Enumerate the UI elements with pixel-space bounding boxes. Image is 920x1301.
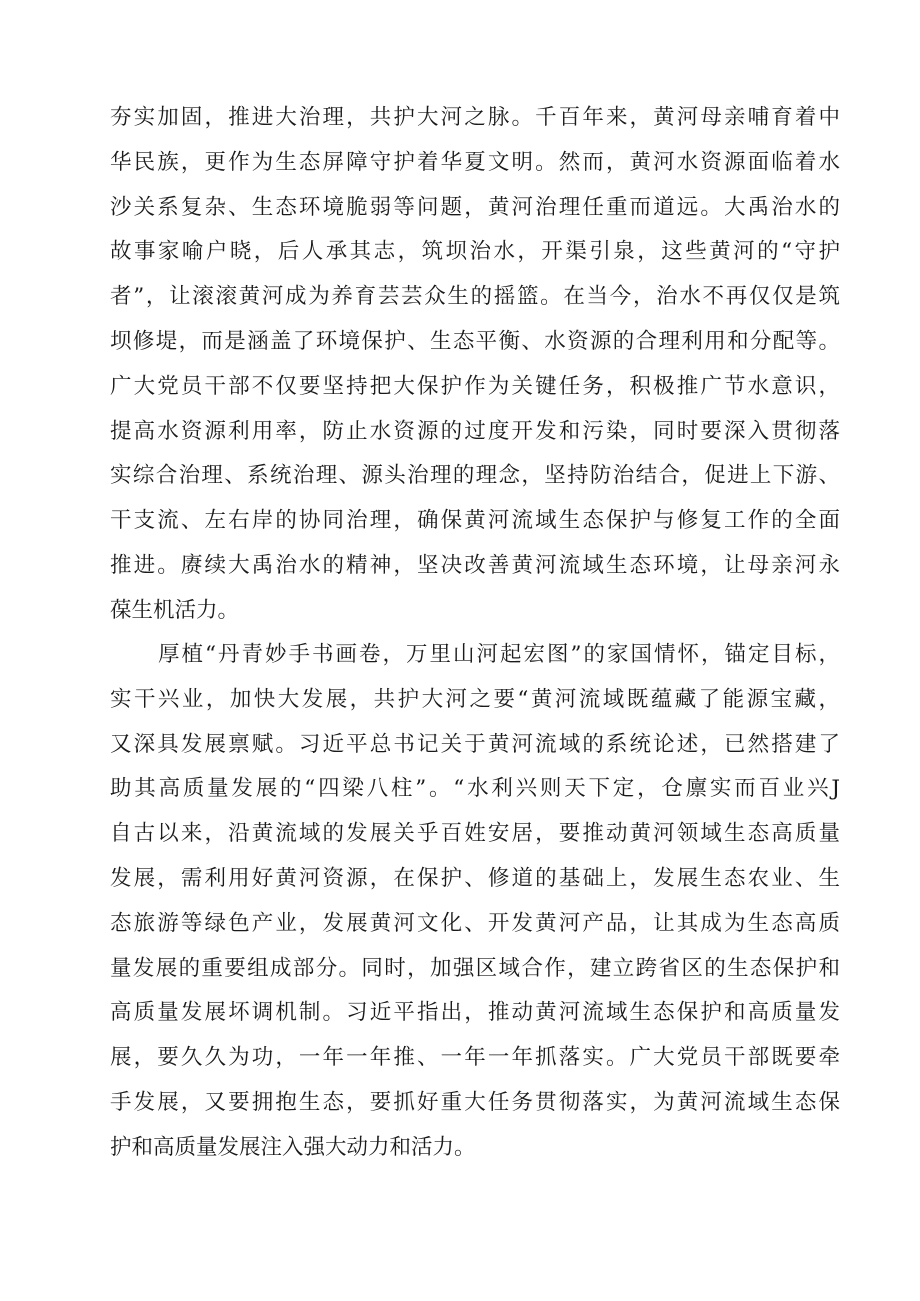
paragraph-high-quality-development	[110, 633, 840, 1171]
text-line: 提高水资源利用率，防止水资源的过度开发和污染，同时要深入贯彻落	[110, 418, 840, 444]
text-line: 发展，需利用好黄河资源，在保护、修道的基础上，发展生态农业、生	[110, 865, 840, 891]
text-line: 又深具发展禀赋。习近平总书记关于黄河流域的系统论述，已然搭建了	[110, 731, 840, 757]
text-line: 实干兴业，加快大发展，共护大河之要“黄河流域既蕴藏了能源宝藏，	[110, 686, 840, 712]
text-line: 自古以来，沿黄流域的发展关乎百姓安居，要推动黄河领域生态高质量	[110, 821, 840, 847]
text-line: 夯实加固，推进大治理，共护大河之脉。千百年来，黄河母亲哺育着中	[110, 105, 840, 130]
text-line: 手发展，又要拥抱生态，要抓好重大任务贯彻落实，为黄河流域生态保	[110, 1089, 840, 1115]
text-line: 高质量发展坏调机制。习近平指出，推动黄河流域生态保护和高质量发	[110, 1000, 840, 1026]
text-line: 实综合治理、系统治理、源头治理的理念，坚持防治结合，促进上下游、	[110, 463, 840, 489]
text-line: 坝修堤，而是涵盖了环境保护、生态平衡、水资源的合理利用和分配等。	[110, 328, 840, 354]
text-line: 干支流、左右岸的协同治理，确保黄河流域生态保护与修复工作的全面	[110, 508, 840, 534]
text-line: 助其高质量发展的“四梁八柱”。“水利兴则天下定，仓廪实而百业兴J	[110, 776, 840, 802]
text-line: 广大党员干部不仅要坚持把大保护作为关键任务，积极推广节水意识，	[110, 373, 840, 399]
text-line: 者”，让滚滚黄河成为养育芸芸众生的摇篮。在当今，治水不再仅仅是筑	[110, 284, 840, 310]
text-line: 态旅游等绿色产业，发展黄河文化、开发黄河产品，让其成为生态高质	[110, 910, 840, 936]
text-line: 华民族，更作为生态屏障守护着华夏文明。然而，黄河水资源面临着水	[110, 149, 840, 175]
text-line: 展，要久久为功，一年一年推、一年一年抓落实。广大党员干部既要牵	[110, 1045, 840, 1071]
text-line: 故事家喻户晓，后人承其志，筑坝治水，开渠引泉，这些黄河的“守护	[110, 239, 840, 265]
text-line: 量发展的重要组成部分。同时，加强区域合作，建立跨省区的生态保护和	[110, 955, 840, 981]
paragraph-river-governance	[110, 96, 840, 634]
text-line: 护和高质量发展注入强大动力和活力。	[110, 1134, 476, 1160]
text-line: 沙关系复杂、生态环境脆弱等问题，黄河治理任重而道远。大禹治水的	[110, 194, 840, 220]
text-line: 推进。赓续大禹治水的精神，坚决改善黄河流域生态环境，让母亲河永	[110, 552, 840, 578]
text-line: 葆生机活力。	[110, 597, 240, 623]
text-line: 厚植“丹青妙手书画卷，万里山河起宏图”的家国情怀，锚定目标，	[158, 642, 840, 667]
